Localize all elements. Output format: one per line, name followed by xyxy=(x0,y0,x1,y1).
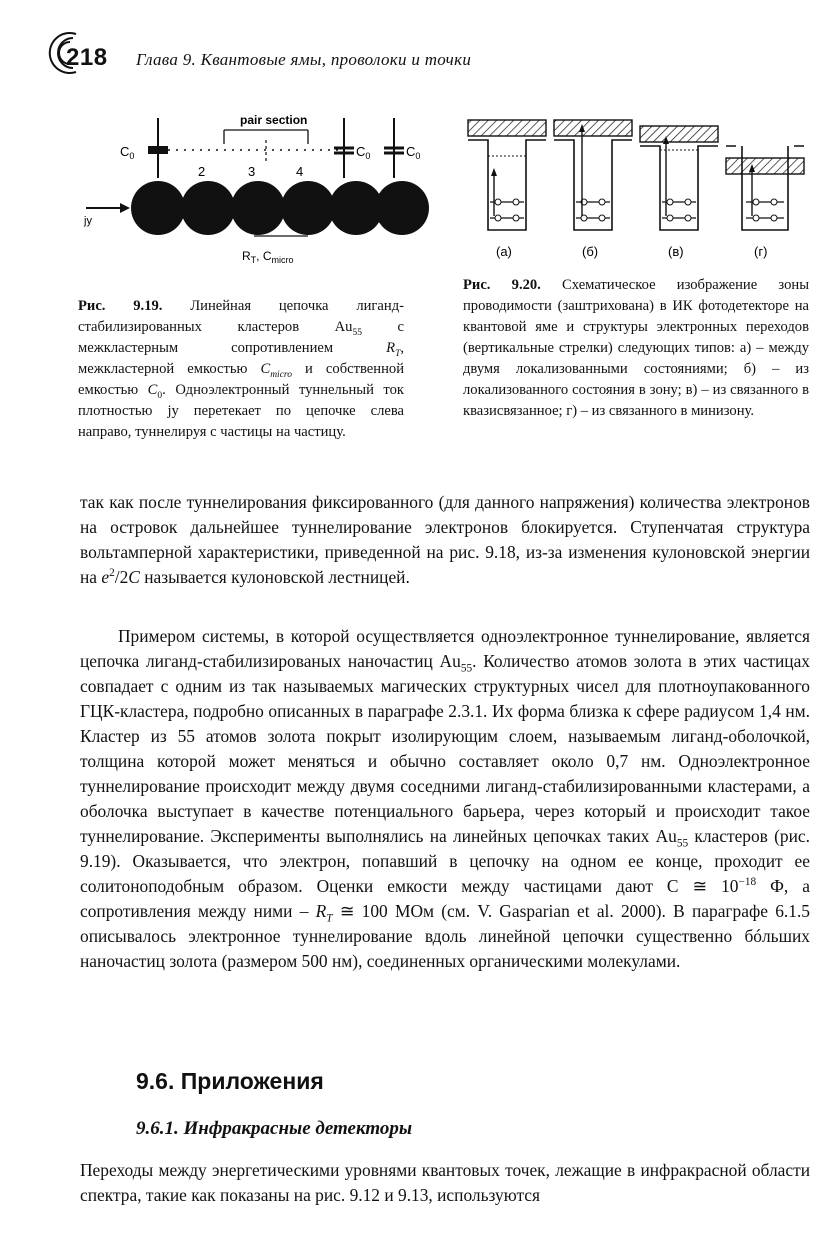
svg-text:3: 3 xyxy=(248,164,256,179)
panel-label-b: (б) xyxy=(582,244,599,259)
svg-text:C0: $C_0$ xyxy=(356,144,371,161)
section-heading: 9.6. Приложения xyxy=(136,1068,324,1094)
svg-text:C0: $C_0$ xyxy=(406,144,421,161)
subsection-heading: 9.6.1. Инфракрасные детекторы xyxy=(136,1118,413,1139)
svg-text:4: 4 xyxy=(296,164,304,179)
paragraph-coulomb-ladder: так как после туннелирования фиксированного (для данного напряжения) количества электронов на островок дальнейшее туннелирование электронов блокируется. Ступенчатая структура вольтамперной характеристики, приведенной на рис. 9.18, из-за изменения кулоновской энергии на $e^2/2C$ называется кулоновской лестницей. xyxy=(80,492,810,587)
figure-9-20-band-diagrams xyxy=(464,110,824,262)
figure-9-19-cluster-chain xyxy=(72,100,432,270)
svg-text:jy: jy xyxy=(84,215,92,227)
svg-text:C0: $C_0$ xyxy=(120,144,135,161)
page-number: 218 xyxy=(66,44,108,71)
panel-label-a: (а) xyxy=(496,244,512,259)
figure-9-19-caption: Рис. 9.19. Линейная цепочка лиганд-стабилизированных кластеров $Au_{55}$ с межкластерным сопротивлением $R_T$, межкластерной емкостью $C_{micro}$ и собственной емкостью $C_0$. Одноэлектронный туннельный ток плотностью jy перетекает по цепочке слева направо, туннелируя с частицы на частицу. xyxy=(78,298,404,440)
running-head: Глава 9. Квантовые ямы, проволоки и точки xyxy=(136,50,472,69)
panel-label-v: (в) xyxy=(668,244,684,259)
paragraph-ir-detectors: Переходы между энергетическими уровнями квантовых точек, лежащие в инфракрасной области спектра, такие как показаны на рис. 9.12 и 9.13, используются xyxy=(80,1160,810,1205)
figure-9-20-caption: Рис. 9.20. Схематическое изображение зоны проводимости (заштрихована) в ИК фотодетекторе на квантовой яме и структуры электронных переходов (вертикальные стрелки) следующих типов: а) – между двумя локализованными состояниями; б) – из локализованного состояния в зону; в) – из связанного в квазисвязанное; г) – из связанного в минизону. xyxy=(463,277,809,419)
svg-text:2: 2 xyxy=(198,164,206,179)
svg-text:RT, Cmicro: $R_T$, $C_{micro}$ xyxy=(242,249,294,265)
paragraph-au55-chain: Примером системы, в которой осуществляется одноэлектронное туннелирование, является цепочка лиганд-стабилизированых наночастиц $Au_{55}$. Количество атомов золота в этих частицах совпадает с одним из так называемых магических структурных чисел для плотноупакованного ГЦК-кластера, подробно описанных в параграфе 2.3.1. Их форма близка к сфере радиусом 1,4 нм. Кластер из 55 атомов золота покрыт изолирующим слоем, называемым лиганд-оболочкой, толщина которой может меняться и обычно составляет около 0,7 нм. Одноэлектронное туннелирование происходит между двумя соседними лиганд-стабилизированными кластерами, а оболочка выступает в качестве потенциального барьера, через который и происходит такое туннелирование. Эксперименты выполнялись на линейных цепочках таких $Au_{55}$ кластеров (рис. 9.19). Оказывается, что электрон, попавший в цепочку на одном ее конце, проходит ее солитоноподобным образом. Оценки емкости между частицами дают C ≅ $10^{-18}$ Ф, а сопротивления между ними – $R_T$ ≅ 100 МОм (см. V. Gasparian et al. 2000). В параграфе 6.1.5 описывалось электронное туннелирование вдоль линейной цепочки существенно бóльших наночастиц золота (размером 500 нм), соединенных органическими молекулами. xyxy=(80,626,810,971)
pair-section-label: pair section xyxy=(240,113,308,127)
panel-label-g: (г) xyxy=(754,244,768,259)
